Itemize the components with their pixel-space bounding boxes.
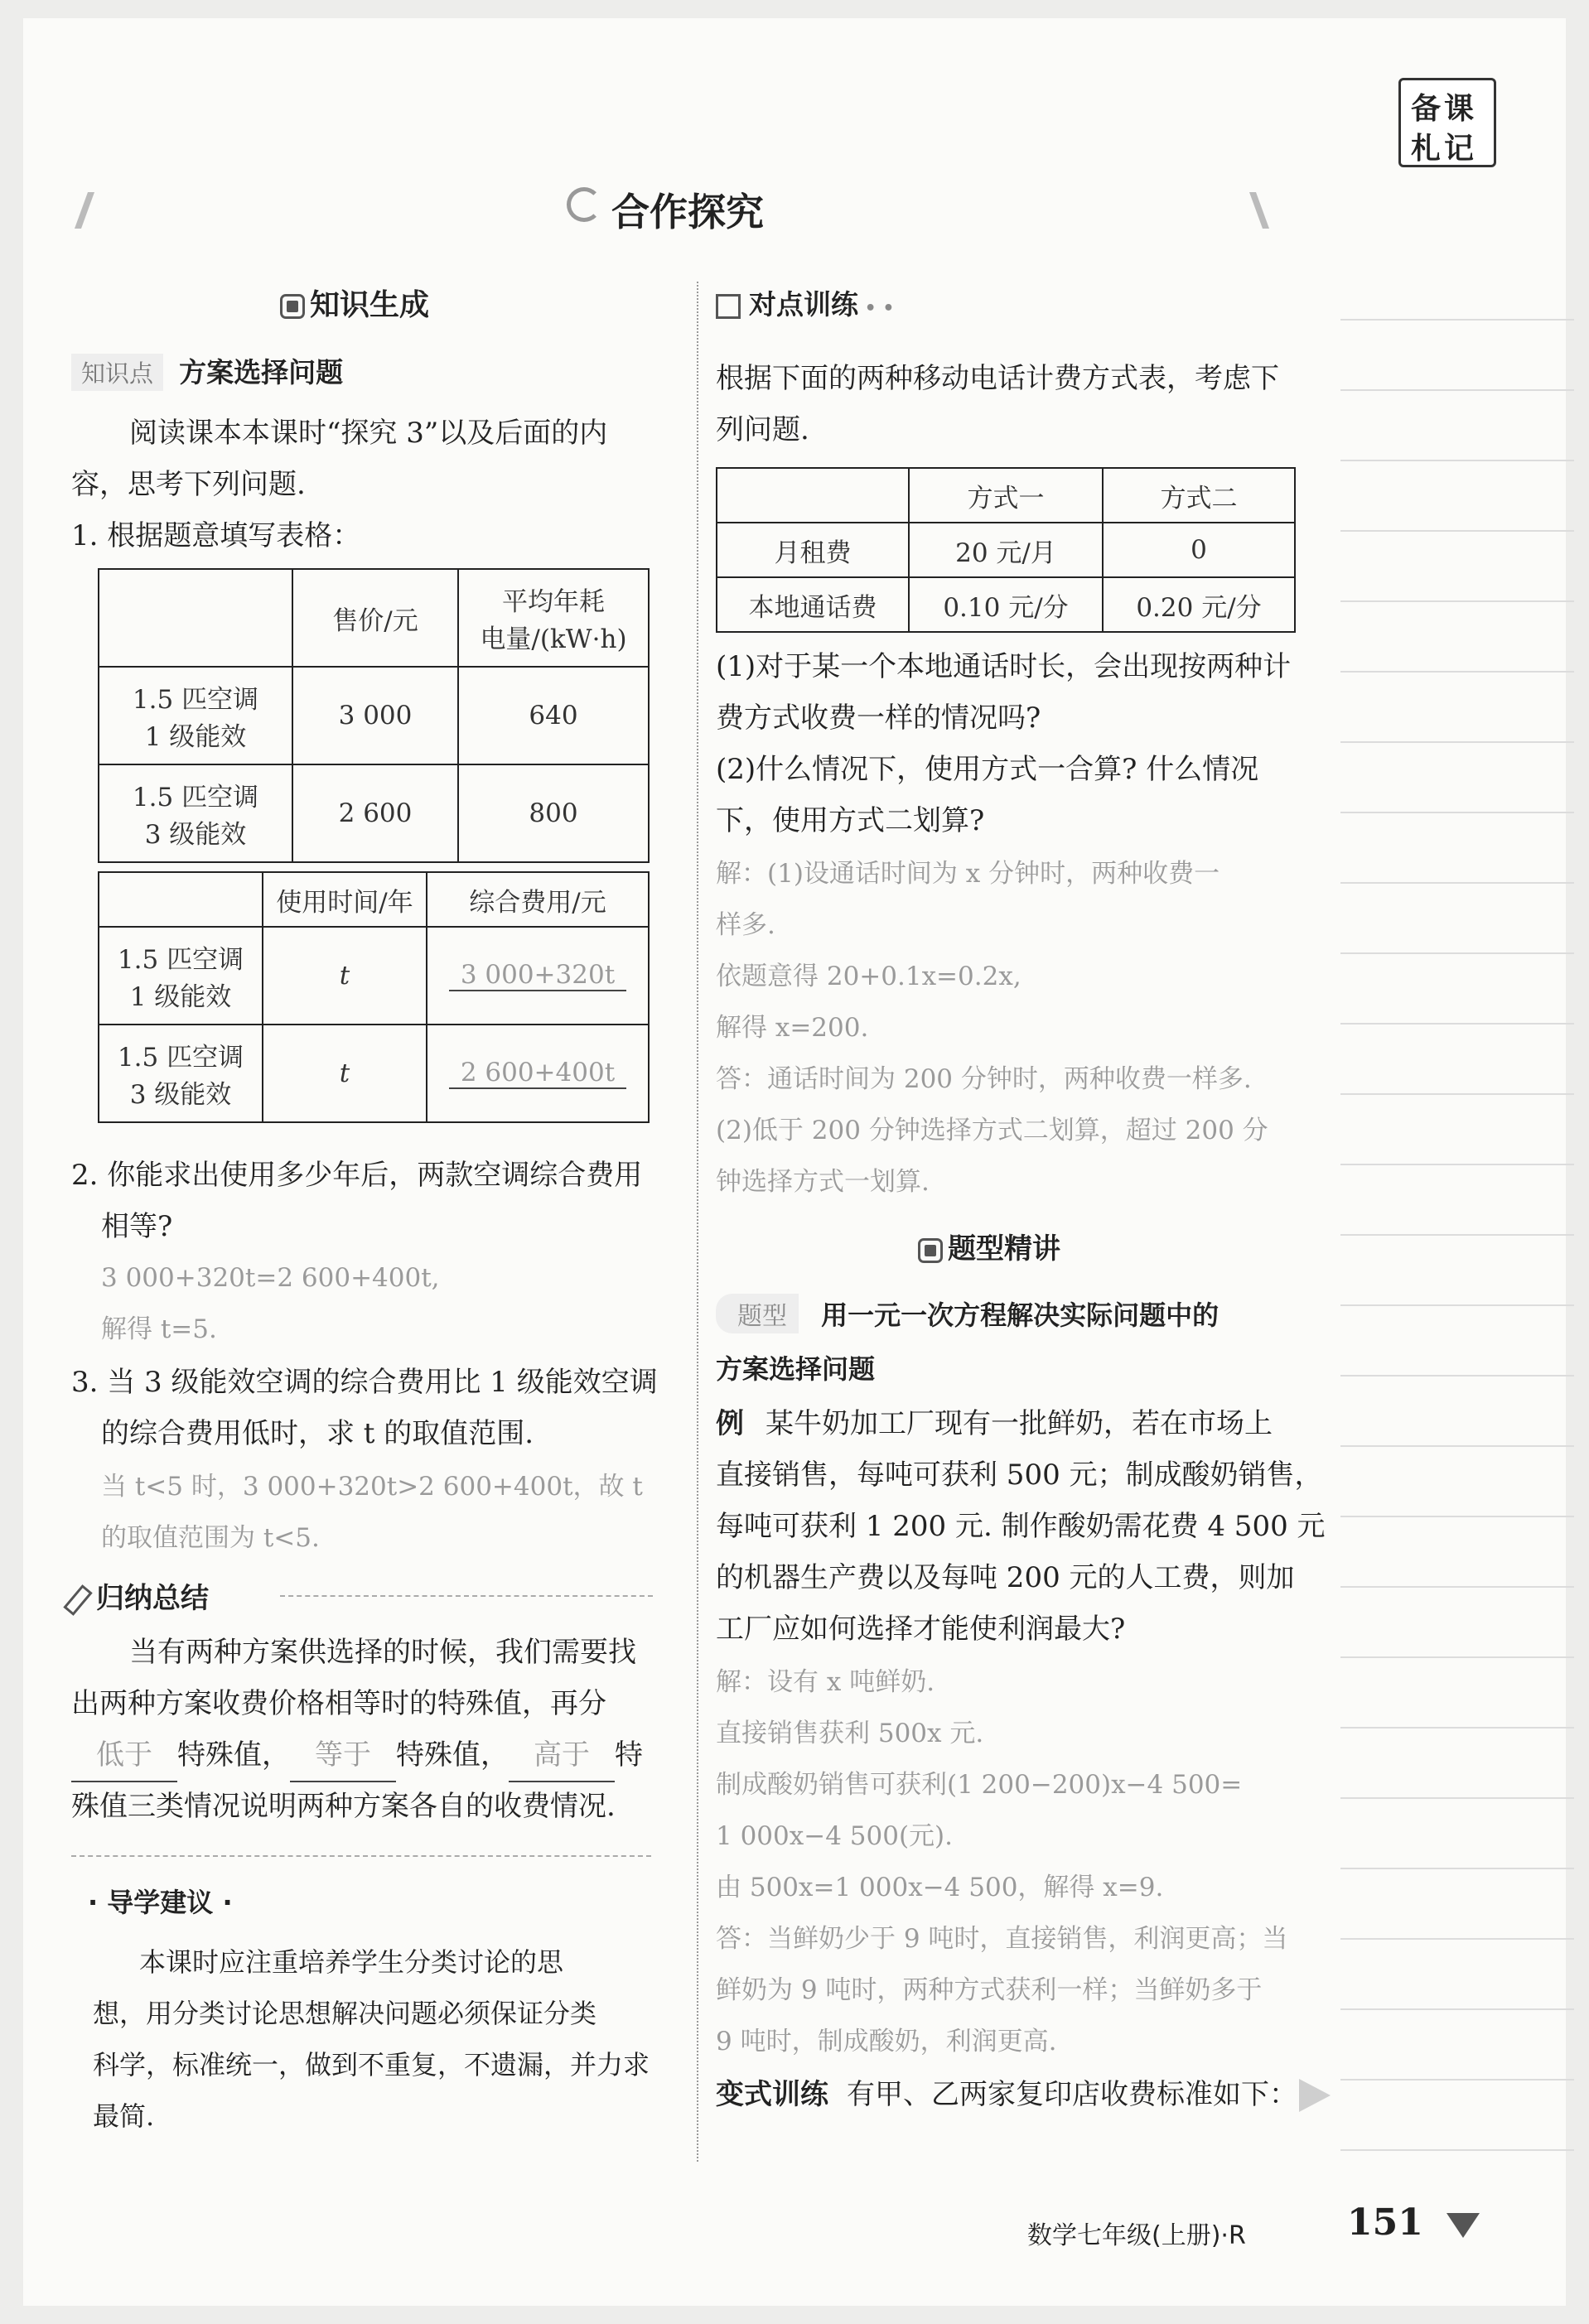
type-tag: 题型	[716, 1294, 799, 1333]
summary-title-text: 归纳总结	[96, 1582, 209, 1615]
guide-title: · 导学建议 ·	[88, 1887, 233, 1918]
answer-3-line2: 的取值范围为 t<5.	[101, 1523, 320, 1553]
variant-line	[716, 2069, 1297, 2120]
stamp-line2: 札记	[1411, 132, 1478, 166]
practice-solution-7: 钟选择方式一划算.	[716, 1167, 930, 1197]
practice-solution-2: 样多.	[716, 910, 775, 940]
knowledge-topic: 方案选择问题	[179, 356, 344, 388]
practice-q1-line2: 费方式收费一样的情况吗?	[716, 702, 1041, 735]
cost-answer: 2 600+400t	[449, 1058, 626, 1089]
table-row-label	[99, 764, 292, 862]
question-1: 1. 根据题意填写表格：	[71, 519, 361, 552]
edit-icon	[716, 294, 741, 319]
footer-page-number: 151	[1347, 2201, 1423, 2244]
knowledge-tag: 知识点	[71, 354, 163, 391]
guide-line2: 想，用分类讨论思想解决问题必须保证分类	[93, 1998, 597, 2029]
section-practice-title: 对点训练	[749, 288, 858, 321]
row-label-line2: 3 级能效	[144, 820, 247, 850]
summary-line4: 殊值三类情况说明两种方案各自的收费情况.	[71, 1790, 616, 1823]
question-3-line2: 的综合费用低时，求 t 的取值范围.	[101, 1417, 534, 1450]
example-line3: 每吨可获利 1 200 元. 制作酸奶需花费 4 500 元	[716, 1510, 1326, 1543]
example-solution-3: 制成酸奶销售可获利(1 200−200)x−4 500=	[716, 1770, 1243, 1800]
example-solution-7: 鲜奶为 9 吨时，两种方式获利一样；当鲜奶多于	[716, 1975, 1263, 2005]
table-phone-plans	[716, 467, 1296, 633]
table-ac-specs	[98, 568, 650, 863]
intro-line2: 容，思考下列问题.	[71, 468, 306, 501]
question-2-line2: 相等?	[101, 1210, 173, 1243]
section-knowledge-title: 知识生成	[310, 288, 430, 322]
summary-dash	[280, 1595, 653, 1597]
page-title: 合作探究	[611, 190, 764, 234]
table-row-label	[99, 1025, 263, 1122]
notes-stamp	[1398, 78, 1496, 167]
type-row	[716, 1294, 1219, 1333]
answer-3-line1: 当 t<5 时，3 000+320t>2 600+400t，故 t	[101, 1472, 643, 1502]
table-header-time: 使用时间/年	[263, 872, 427, 927]
table-row-label: 月租费	[717, 523, 909, 577]
example-line1	[716, 1398, 1273, 1449]
footer-arrow-icon	[1447, 2213, 1480, 2238]
table-header-price: 售价/元	[292, 569, 458, 667]
practice-q2-line2: 下，使用方式二划算?	[716, 804, 985, 837]
practice-q1-line1: (1)对于某一个本地通话时长，会出现按两种计	[716, 650, 1292, 683]
table-ac-cost	[98, 871, 650, 1123]
table-cell-time: t	[263, 1025, 427, 1122]
example-line4: 的机器生产费以及每吨 200 元的人工费，则加	[716, 1561, 1295, 1594]
row-label-line1: 1.5 匹空调	[132, 783, 259, 812]
type-title-line1: 用一元一次方程解决实际问题中的	[821, 1299, 1220, 1331]
table-header-plan1: 方式一	[909, 468, 1103, 523]
table-cell-cost	[427, 927, 649, 1025]
column-divider	[697, 282, 698, 2162]
table-cell: 0.10 元/分	[909, 577, 1103, 632]
blank-higher: 高于	[509, 1729, 615, 1782]
practice-solution-3: 依题意得 20+0.1x=0.2x,	[716, 962, 1022, 991]
row-label-line1: 1.5 匹空调	[132, 685, 259, 715]
example-text: 某牛奶加工厂现有一批鲜奶，若在市场上	[766, 1407, 1273, 1440]
example-solution-2: 直接销售获利 500x 元.	[716, 1719, 984, 1748]
guide-line1: 本课时应注重培养学生分类讨论的思	[139, 1946, 564, 1978]
section-knowledge	[280, 282, 429, 324]
footer-book: 数学七年级(上册)·R	[1027, 2221, 1246, 2250]
table-cell-price: 2 600	[292, 764, 458, 862]
practice-q2-line1: (2)什么情况下，使用方式一合算? 什么情况	[716, 753, 1259, 786]
type-title-line2: 方案选择问题	[716, 1353, 876, 1385]
example-solution-8: 9 吨时，制成酸奶，利润更高.	[716, 2027, 1057, 2056]
summary-line1: 当有两种方案供选择的时候，我们需要找	[129, 1636, 636, 1669]
table-cell-cost	[427, 1025, 649, 1122]
section-practice	[716, 283, 894, 322]
knowledge-point-row	[71, 351, 343, 391]
practice-intro2: 列问题.	[716, 413, 809, 446]
table-cell: 20 元/月	[909, 523, 1103, 577]
summary-line3	[71, 1729, 643, 1782]
stamp-line1: 备课	[1411, 92, 1478, 126]
table-cell-empty	[99, 872, 263, 927]
header-slash-right-icon	[1249, 192, 1269, 229]
summary-text: 特殊值，	[177, 1738, 290, 1772]
practice-solution-5: 答：通话时间为 200 分钟时，两种收费一样多.	[716, 1064, 1252, 1094]
table-row-label	[99, 927, 263, 1025]
variant-text: 有甲、乙两家复印店收费标准如下：	[847, 2078, 1297, 2111]
row-label-line1: 1.5 匹空调	[117, 1043, 244, 1073]
table-header-cost: 综合费用/元	[427, 872, 649, 927]
section-examples	[918, 1226, 1060, 1266]
summary-text: 特殊值，	[396, 1738, 509, 1772]
cost-answer: 3 000+320t	[449, 960, 626, 991]
dots-decor: • •	[858, 298, 895, 319]
pencil-icon	[63, 1584, 92, 1616]
example-label: 例	[716, 1407, 744, 1440]
section-examples-title: 题型精讲	[948, 1232, 1060, 1266]
table-cell: 0.20 元/分	[1103, 577, 1295, 632]
row-label-line2: 1 级能效	[144, 722, 247, 752]
answer-2-line1: 3 000+320t=2 600+400t,	[101, 1263, 440, 1293]
continue-arrow-icon	[1299, 2079, 1331, 2112]
summary-line2: 出两种方案收费价格相等时的特殊值，再分	[71, 1687, 606, 1720]
guide-line4: 最简.	[93, 2100, 155, 2132]
table-cell-time: t	[263, 927, 427, 1025]
section-icon	[280, 294, 305, 319]
question-2-line1: 2. 你能求出使用多少年后，两款空调综合费用	[71, 1159, 643, 1192]
example-line2: 直接销售，每吨可获利 500 元；制成酸奶销售，	[716, 1459, 1323, 1492]
summary-bottom-dash	[71, 1855, 651, 1857]
intro-line1: 阅读课本本课时“探究 3”以及后面的内	[129, 417, 608, 450]
row-label-line2: 1 级能效	[129, 982, 232, 1012]
header-spiral-icon	[567, 187, 601, 222]
question-3-line1: 3. 当 3 级能效空调的综合费用比 1 级能效空调	[71, 1366, 658, 1399]
variant-label: 变式训练	[716, 2078, 828, 2111]
notes-ruled-area	[1340, 250, 1574, 2188]
guide-line3: 科学，标准统一，做到不重复，不遗漏，并力求	[93, 2049, 650, 2081]
answer-2-line2: 解得 t=5.	[101, 1314, 217, 1344]
row-label-line1: 1.5 匹空调	[117, 945, 244, 975]
summary-title	[71, 1575, 209, 1616]
blank-equal: 等于	[290, 1729, 396, 1782]
table-cell-price: 3 000	[292, 667, 458, 764]
table-cell-empty	[717, 468, 909, 523]
section-icon	[918, 1238, 943, 1263]
practice-solution-6: (2)低于 200 分钟选择方式二划算，超过 200 分	[716, 1116, 1268, 1145]
table-header-power	[458, 569, 649, 667]
table-cell: 0	[1103, 523, 1295, 577]
summary-text: 特	[615, 1738, 643, 1772]
example-solution-4: 1 000x−4 500(元).	[716, 1821, 953, 1851]
practice-solution-1: 解：(1)设通话时间为 x 分钟时，两种收费一	[716, 859, 1220, 889]
page	[23, 18, 1566, 2306]
table-cell-power: 800	[458, 764, 649, 862]
table-cell-power: 640	[458, 667, 649, 764]
example-line5: 工厂应如何选择才能使利润最大?	[716, 1613, 1126, 1646]
table-header-plan2: 方式二	[1103, 468, 1295, 523]
table-row-label	[99, 667, 292, 764]
practice-solution-4: 解得 x=200.	[716, 1013, 869, 1043]
row-label-line2: 3 级能效	[129, 1080, 232, 1110]
table-header-power-line1: 平均年耗	[502, 587, 605, 617]
table-header-power-line2: 电量/(kW·h)	[480, 624, 627, 654]
blank-lower: 低于	[71, 1729, 177, 1782]
example-solution-5: 由 500x=1 000x−4 500，解得 x=9.	[716, 1873, 1164, 1902]
header-slash-left-icon	[75, 192, 94, 229]
example-solution-1: 解：设有 x 吨鲜奶.	[716, 1667, 935, 1697]
example-solution-6: 答：当鲜奶少于 9 吨时，直接销售，利润更高；当	[716, 1924, 1288, 1954]
practice-intro1: 根据下面的两种移动电话计费方式表，考虑下	[716, 362, 1279, 395]
table-row-label: 本地通话费	[717, 577, 909, 632]
table-cell-empty	[99, 569, 292, 667]
